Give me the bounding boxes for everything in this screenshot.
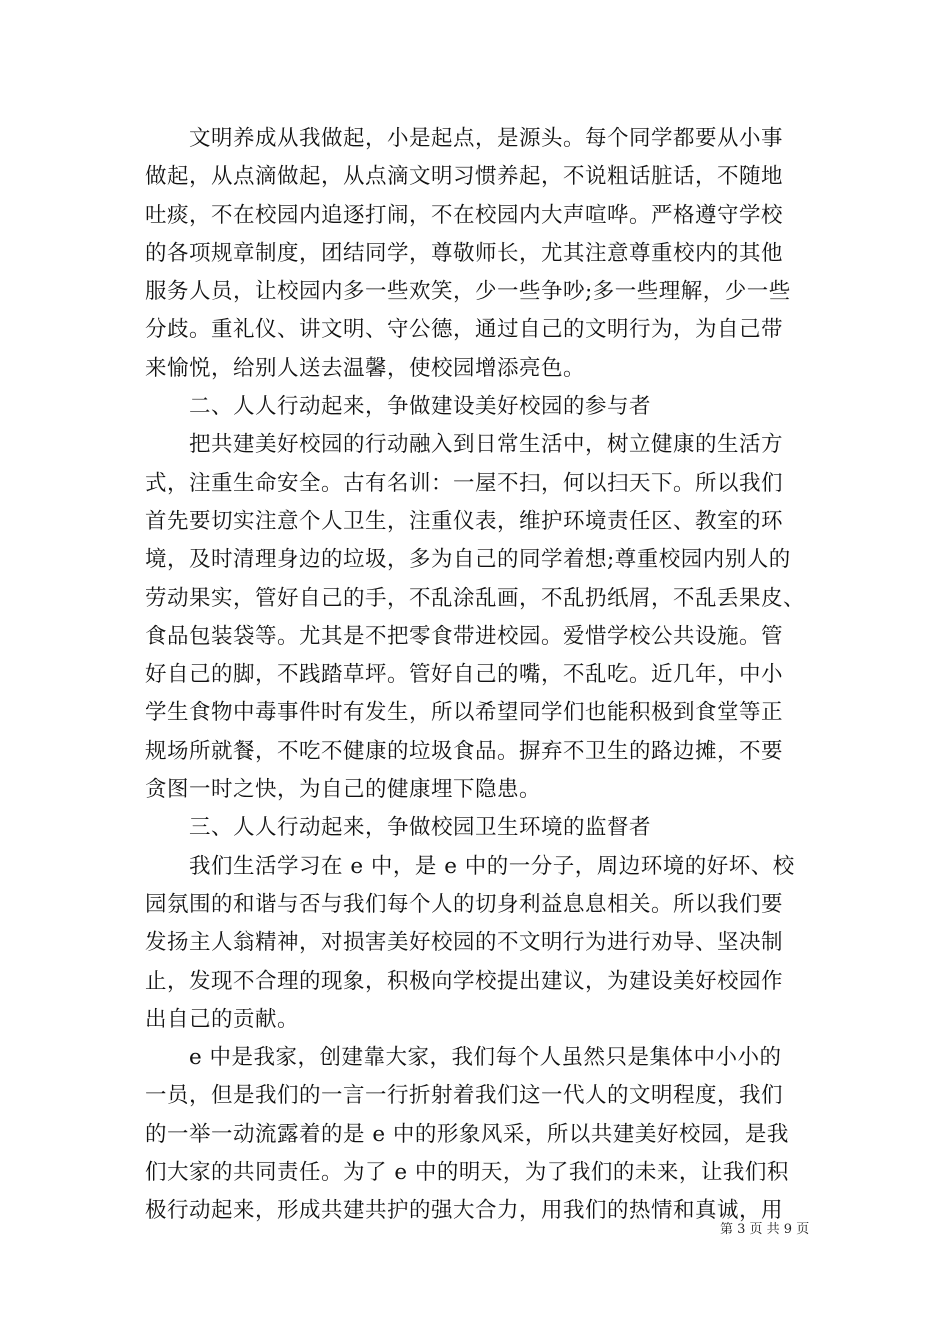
text-line: 吐痰，不在校园内追逐打闹，不在校园内大声喧哗。严格遵守学校 [145,202,784,228]
text-line: 出自己的贡献。 [145,1006,300,1032]
text-line: 做起，从点滴做起，从点滴文明习惯养起，不说粗话脏话，不随地 [145,164,784,190]
text-line: 发扬主人翁精神，对损害美好校园的不文明行为进行劝导、坚决制 [145,930,784,956]
text-line: 来愉悦，给别人送去温馨，使校园增添亮色。 [145,355,586,381]
page-number: 第 3 页 共 9 页 [720,1222,810,1237]
text-line: 园氛围的和谐与否与我们每个人的切身利益息息相关。所以我们要 [145,891,784,917]
text-line: 止，发现不合理的现象，积极向学校提出建议，为建设美好校园作 [145,968,784,994]
text-line: 把共建美好校园的行动融入到日常生活中，树立健康的生活方 [145,432,784,458]
text-line: 极行动起来，形成共建共护的强大合力，用我们的热情和真诚，用 [145,1198,784,1224]
text-line: e 中是我家，创建靠大家，我们每个人虽然只是集体中小小的 [145,1045,782,1071]
text-line: 的一举一动流露着的是 e 中的形象风采，所以共建美好校园，是我 [145,1121,789,1147]
text-line: 首先要切实注意个人卫生，注重仪表，维护环境责任区、教室的环 [145,508,784,534]
text-line: 学生食物中毒事件时有发生，所以希望同学们也能积极到食堂等正 [145,700,784,726]
text-line: 二、人人行动起来，争做建设美好校园的参与者 [145,394,652,420]
text-line: 服务人员，让校园内多一些欢笑，少一些争吵;多一些理解，少一些 [145,279,791,305]
text-line: 境，及时清理身边的垃圾，多为自己的同学着想;尊重校园内别人的 [145,547,791,573]
text-line: 好自己的脚，不践踏草坪。管好自己的嘴，不乱吃。近几年，中小 [145,662,784,688]
text-line: 文明养成从我做起，小是起点，是源头。每个同学都要从小事 [145,126,784,151]
text-line: 三、人人行动起来，争做校园卫生环境的监督者 [145,815,652,841]
text-line: 食品包装袋等。尤其是不把零食带进校园。爱惜学校公共设施。管 [145,623,784,649]
text-line: 的各项规章制度，团结同学，尊敬师长，尤其注意尊重校内的其他 [145,240,784,266]
text-line: 式，注重生命安全。古有名训：一屋不扫，何以扫天下。所以我们 [145,470,784,496]
text-line: 一员，但是我们的一言一行折射着我们这一代人的文明程度，我们 [145,1083,784,1109]
text-line: 劳动果实，管好自己的手，不乱涂乱画，不乱扔纸屑，不乱丢果皮、 [145,585,806,611]
body-text [145,120,810,1231]
text-line: 规场所就餐，不吃不健康的垃圾食品。摒弃不卫生的路边摊，不要 [145,738,784,764]
text-line: 们大家的共同责任。为了 e 中的明天，为了我们的未来，让我们积 [145,1160,789,1186]
text-line: 贪图一时之快，为自己的健康埋下隐患。 [145,777,542,803]
text-line: 分歧。重礼仪、讲文明、守公德，通过自己的文明行为，为自己带 [145,317,784,343]
text-line: 我们生活学习在 e 中，是 e 中的一分子，周边环境的好坏、校 [145,853,795,879]
